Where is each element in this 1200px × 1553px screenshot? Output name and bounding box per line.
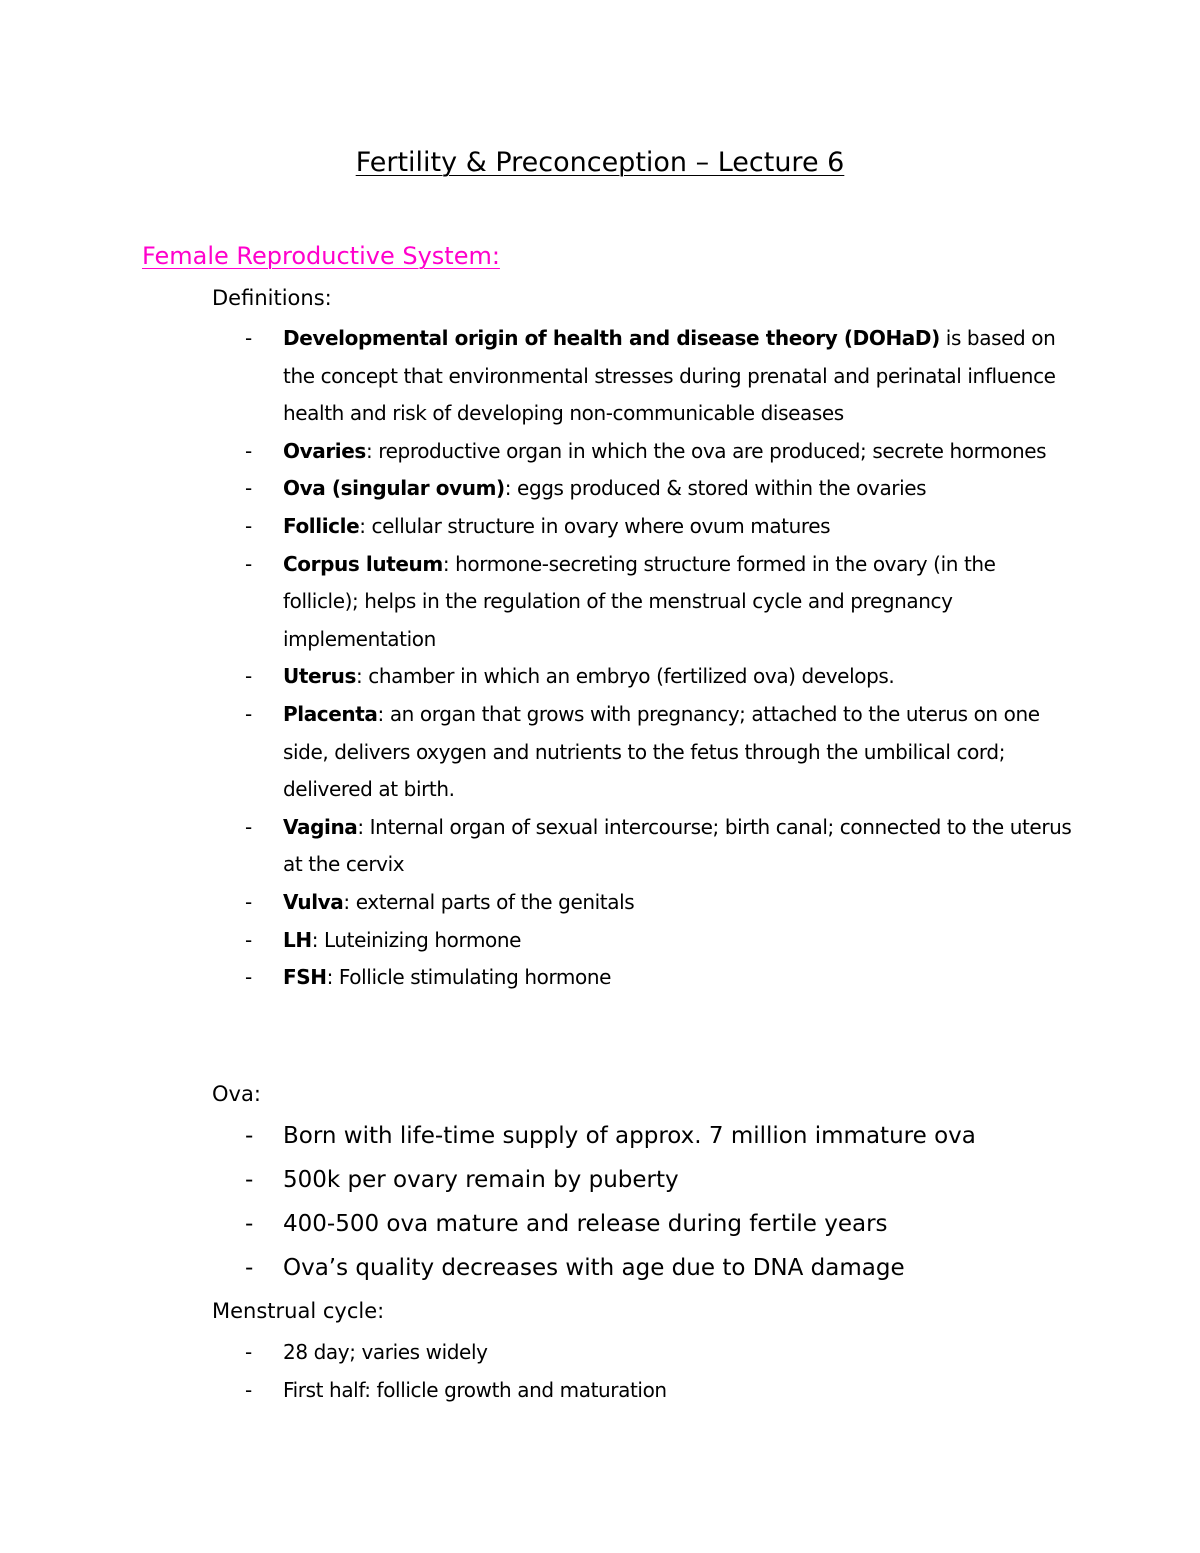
- definition-term: Ova (singular ovum): [283, 476, 505, 501]
- definition-item: [212, 470, 1072, 508]
- definition-item: [212, 546, 1072, 659]
- ova-subheading: Ova:: [212, 1082, 261, 1106]
- definition-text: : external parts of the genitals: [343, 889, 635, 914]
- definition-term: LH: [283, 927, 312, 952]
- bullet-dash: -: [245, 965, 252, 990]
- bullet-dash: -: [245, 701, 252, 726]
- list-item: [212, 1114, 1072, 1158]
- definition-item: [212, 884, 1072, 922]
- bullet-dash: -: [245, 927, 252, 952]
- definition-text: : an organ that grows with pregnancy; attached to the uterus on one side, delivers oxygen and nutrients to the fetus through the umbilical cord; delivered at birth.: [283, 701, 1040, 802]
- definition-text: : Follicle stimulating hormone: [326, 965, 612, 990]
- list-item-text: 28 day; varies widely: [283, 1340, 488, 1364]
- definition-text: : reproductive organ in which the ova are produced; secrete hormones: [365, 438, 1047, 463]
- list-item: [212, 1246, 1072, 1290]
- definitions-subheading: Definitions:: [212, 286, 332, 310]
- list-item: [212, 1334, 1072, 1372]
- bullet-dash: -: [245, 814, 252, 839]
- definition-text: : Luteinizing hormone: [311, 927, 522, 952]
- definition-item: [212, 809, 1072, 884]
- definition-term: Developmental origin of health and disease theory (DOHaD): [283, 326, 940, 350]
- definition-term: Ovaries: [283, 438, 366, 463]
- section-heading: Female Reproductive System:: [142, 242, 500, 270]
- bullet-dash: -: [245, 513, 252, 538]
- definition-text: : Internal organ of sexual intercourse; birth canal; connected to the uterus at the cervix: [283, 814, 1072, 877]
- definition-text: : eggs produced & stored within the ovaries: [504, 476, 927, 501]
- definition-text: : chamber in which an embryo (fertilized ova) develops.: [355, 664, 895, 689]
- bullet-dash: -: [245, 476, 252, 501]
- list-item: [212, 1202, 1072, 1246]
- definition-term: Vulva: [283, 889, 344, 914]
- bullet-dash: -: [245, 664, 252, 689]
- bullet-dash: -: [245, 1167, 254, 1193]
- definition-item: [212, 320, 1072, 433]
- definition-text: is based on the concept that environmental stresses during prenatal and perinatal influence health and risk of developing non-communicable diseases: [283, 326, 1056, 426]
- ova-list: [212, 1114, 1072, 1290]
- bullet-dash: -: [245, 438, 252, 463]
- list-item-text: Ova’s quality decreases with age due to DNA damage: [283, 1255, 905, 1281]
- definition-term: Placenta: [283, 701, 378, 726]
- definition-item: [212, 508, 1072, 546]
- bullet-dash: -: [245, 551, 252, 576]
- definition-term: FSH: [283, 965, 327, 990]
- list-item-text: Born with life-time supply of approx. 7 million immature ova: [283, 1123, 976, 1149]
- bullet-dash: -: [245, 326, 252, 350]
- definition-term: Follicle: [283, 513, 360, 538]
- menstrual-list: [212, 1334, 1072, 1409]
- definition-term: Corpus luteum: [283, 551, 443, 576]
- definition-item: [212, 658, 1072, 696]
- bullet-dash: -: [245, 1211, 254, 1237]
- definitions-list: [212, 320, 1072, 997]
- bullet-dash: -: [245, 1123, 254, 1149]
- bullet-dash: -: [245, 1377, 252, 1402]
- definition-item: [212, 959, 1072, 997]
- definition-item: [212, 696, 1072, 809]
- definition-term: Vagina: [283, 814, 358, 839]
- definition-item: [212, 922, 1072, 960]
- list-item: [212, 1158, 1072, 1202]
- list-item-text: First half: follicle growth and maturation: [283, 1377, 667, 1402]
- list-item: [212, 1372, 1072, 1410]
- list-item-text: 500k per ovary remain by puberty: [283, 1167, 679, 1193]
- bullet-dash: -: [245, 1340, 252, 1364]
- definition-term: Uterus: [283, 664, 356, 689]
- definition-text: : cellular structure in ovary where ovum matures: [359, 513, 831, 538]
- page-title: Fertility & Preconception – Lecture 6: [355, 147, 845, 178]
- definition-text: : hormone-secreting structure formed in the ovary (in the follicle); helps in the regulation of the menstrual cycle and pregnancy implementation: [283, 551, 996, 651]
- bullet-dash: -: [245, 889, 252, 914]
- menstrual-subheading: Menstrual cycle:: [212, 1299, 385, 1323]
- definition-item: [212, 433, 1072, 471]
- bullet-dash: -: [245, 1255, 254, 1281]
- list-item-text: 400-500 ova mature and release during fertile years: [283, 1211, 888, 1237]
